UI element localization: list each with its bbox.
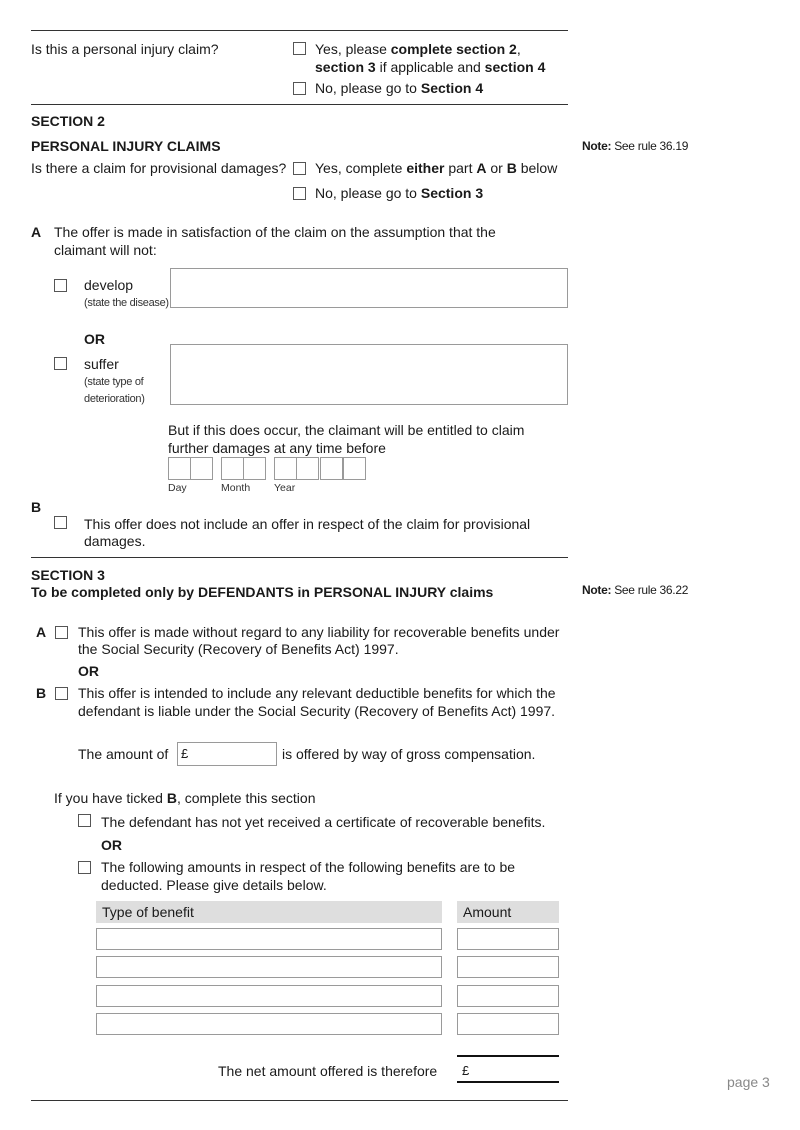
section-2-heading: SECTION 2 — [31, 113, 105, 129]
no-certificate-label: The defendant has not yet received a certificate of recoverable benefits. — [101, 814, 546, 830]
gross-amount-currency: £ — [181, 746, 189, 761]
benefit-type-input-3[interactable] — [96, 985, 442, 1007]
provisional-no-checkbox[interactable] — [293, 187, 306, 200]
s3-b-text-line2: defendant is liable under the Social Security (Recovery of Benefits Act) 1997. — [78, 703, 556, 719]
develop-checkbox[interactable] — [54, 279, 67, 292]
deduct-amounts-line1: The following amounts in respect of the following benefits are to be — [101, 859, 516, 875]
amount-label: The amount of — [78, 746, 169, 762]
s3-b-text-line1: This offer is intended to include any relevant deductible benefits for which the — [78, 685, 556, 701]
develop-label: develop — [84, 277, 134, 293]
section-3-subheading: To be completed only by DEFENDANTS in PERSONAL INJURY claims — [31, 584, 494, 600]
benefit-amount-input-2[interactable] — [457, 956, 559, 978]
personal-injury-yes-label: Yes, please complete section 2, — [315, 41, 521, 57]
provisional-damages-question: Is there a claim for provisional damages? — [31, 160, 287, 176]
part-a-label: A — [31, 224, 42, 240]
or-separator: OR — [84, 331, 105, 347]
date-day-label: Day — [168, 482, 187, 494]
s3-a-text-line2: the Social Security (Recovery of Benefits Act) 1997. — [78, 641, 399, 657]
net-amount-label: The net amount offered is therefore — [218, 1063, 438, 1079]
provisional-yes-checkbox[interactable] — [293, 162, 306, 175]
section-3-rule — [31, 557, 568, 558]
s3-or-separator-2: OR — [101, 837, 122, 853]
personal-injury-yes-checkbox[interactable] — [293, 42, 306, 55]
section-2-rule — [31, 104, 568, 105]
entitled-text-line2: further damages at any time before — [168, 440, 386, 456]
s3-b-label: B — [36, 685, 47, 701]
benefit-amount-input-4[interactable] — [457, 1013, 559, 1035]
provisional-no-label: No, please go to Section 3 — [315, 185, 484, 201]
date-year-digit-2[interactable] — [296, 457, 319, 480]
part-b-text-line1: This offer does not include an offer in respect of the claim for provisional — [84, 516, 531, 532]
net-amount-input[interactable] — [457, 1055, 559, 1083]
gross-amount-input[interactable] — [177, 742, 277, 766]
benefit-type-input-1[interactable] — [96, 928, 442, 950]
suffer-checkbox[interactable] — [54, 357, 67, 370]
s3-a-text-line1: This offer is made without regard to any liability for recoverable benefits under — [78, 624, 560, 640]
benefit-type-header: Type of benefit — [96, 901, 442, 923]
part-a-text-line1: The offer is made in satisfaction of the claim on the assumption that the — [54, 224, 496, 240]
part-b-checkbox[interactable] — [54, 516, 67, 529]
ticked-b-instruction: If you have ticked B, complete this section — [54, 790, 316, 806]
benefit-type-input-4[interactable] — [96, 1013, 442, 1035]
top-rule — [31, 30, 568, 31]
section-2-subheading: PERSONAL INJURY CLAIMS — [31, 138, 221, 154]
date-year-digit-1[interactable] — [274, 457, 297, 480]
part-b-label: B — [31, 499, 42, 515]
personal-injury-question: Is this a personal injury claim? — [31, 41, 219, 57]
date-year-label: Year — [274, 482, 296, 494]
develop-hint: (state the disease) — [84, 297, 169, 309]
date-month-digit-1[interactable] — [221, 457, 244, 480]
page-number: page 3 — [727, 1074, 770, 1090]
date-year-digit-3[interactable] — [320, 457, 343, 480]
suffer-label: suffer — [84, 356, 119, 372]
bottom-rule — [31, 1100, 568, 1101]
personal-injury-yes-label-line2: section 3 if applicable and section 4 — [315, 59, 546, 75]
develop-disease-input[interactable] — [170, 268, 568, 308]
suffer-hint-line1: (state type of — [84, 376, 144, 388]
part-b-text-line2: damages. — [84, 533, 146, 549]
provisional-yes-label: Yes, complete either part A or B below — [315, 160, 558, 176]
s3-b-checkbox[interactable] — [55, 687, 68, 700]
deduct-amounts-checkbox[interactable] — [78, 861, 91, 874]
date-month-label: Month — [221, 482, 251, 494]
personal-injury-no-checkbox[interactable] — [293, 82, 306, 95]
personal-injury-no-label: No, please go to Section 4 — [315, 80, 484, 96]
date-month-digit-2[interactable] — [243, 457, 266, 480]
date-day-digit-2[interactable] — [190, 457, 213, 480]
net-amount-currency: £ — [462, 1063, 470, 1078]
section-3-heading: SECTION 3 — [31, 567, 105, 583]
date-year-digit-4[interactable] — [343, 457, 366, 480]
s3-or-separator: OR — [78, 663, 99, 679]
section-2-note: Note: See rule 36.19 — [582, 139, 689, 153]
date-day-digit-1[interactable] — [168, 457, 191, 480]
no-certificate-checkbox[interactable] — [78, 814, 91, 827]
benefit-amount-input-1[interactable] — [457, 928, 559, 950]
s3-a-label: A — [36, 624, 47, 640]
section-3-note: Note: See rule 36.22 — [582, 583, 689, 597]
suffer-deterioration-input[interactable] — [170, 344, 568, 405]
deduct-amounts-line2: deducted. Please give details below. — [101, 877, 327, 893]
benefit-amount-input-3[interactable] — [457, 985, 559, 1007]
benefit-amount-header: Amount — [457, 901, 559, 923]
s3-a-checkbox[interactable] — [55, 626, 68, 639]
amount-post-label: is offered by way of gross compensation. — [282, 746, 536, 762]
entitled-text-line1: But if this does occur, the claimant will be entitled to claim — [168, 422, 525, 438]
part-a-text-line2: claimant will not: — [54, 242, 157, 258]
suffer-hint-line2: deterioration) — [84, 393, 145, 405]
benefit-type-input-2[interactable] — [96, 956, 442, 978]
